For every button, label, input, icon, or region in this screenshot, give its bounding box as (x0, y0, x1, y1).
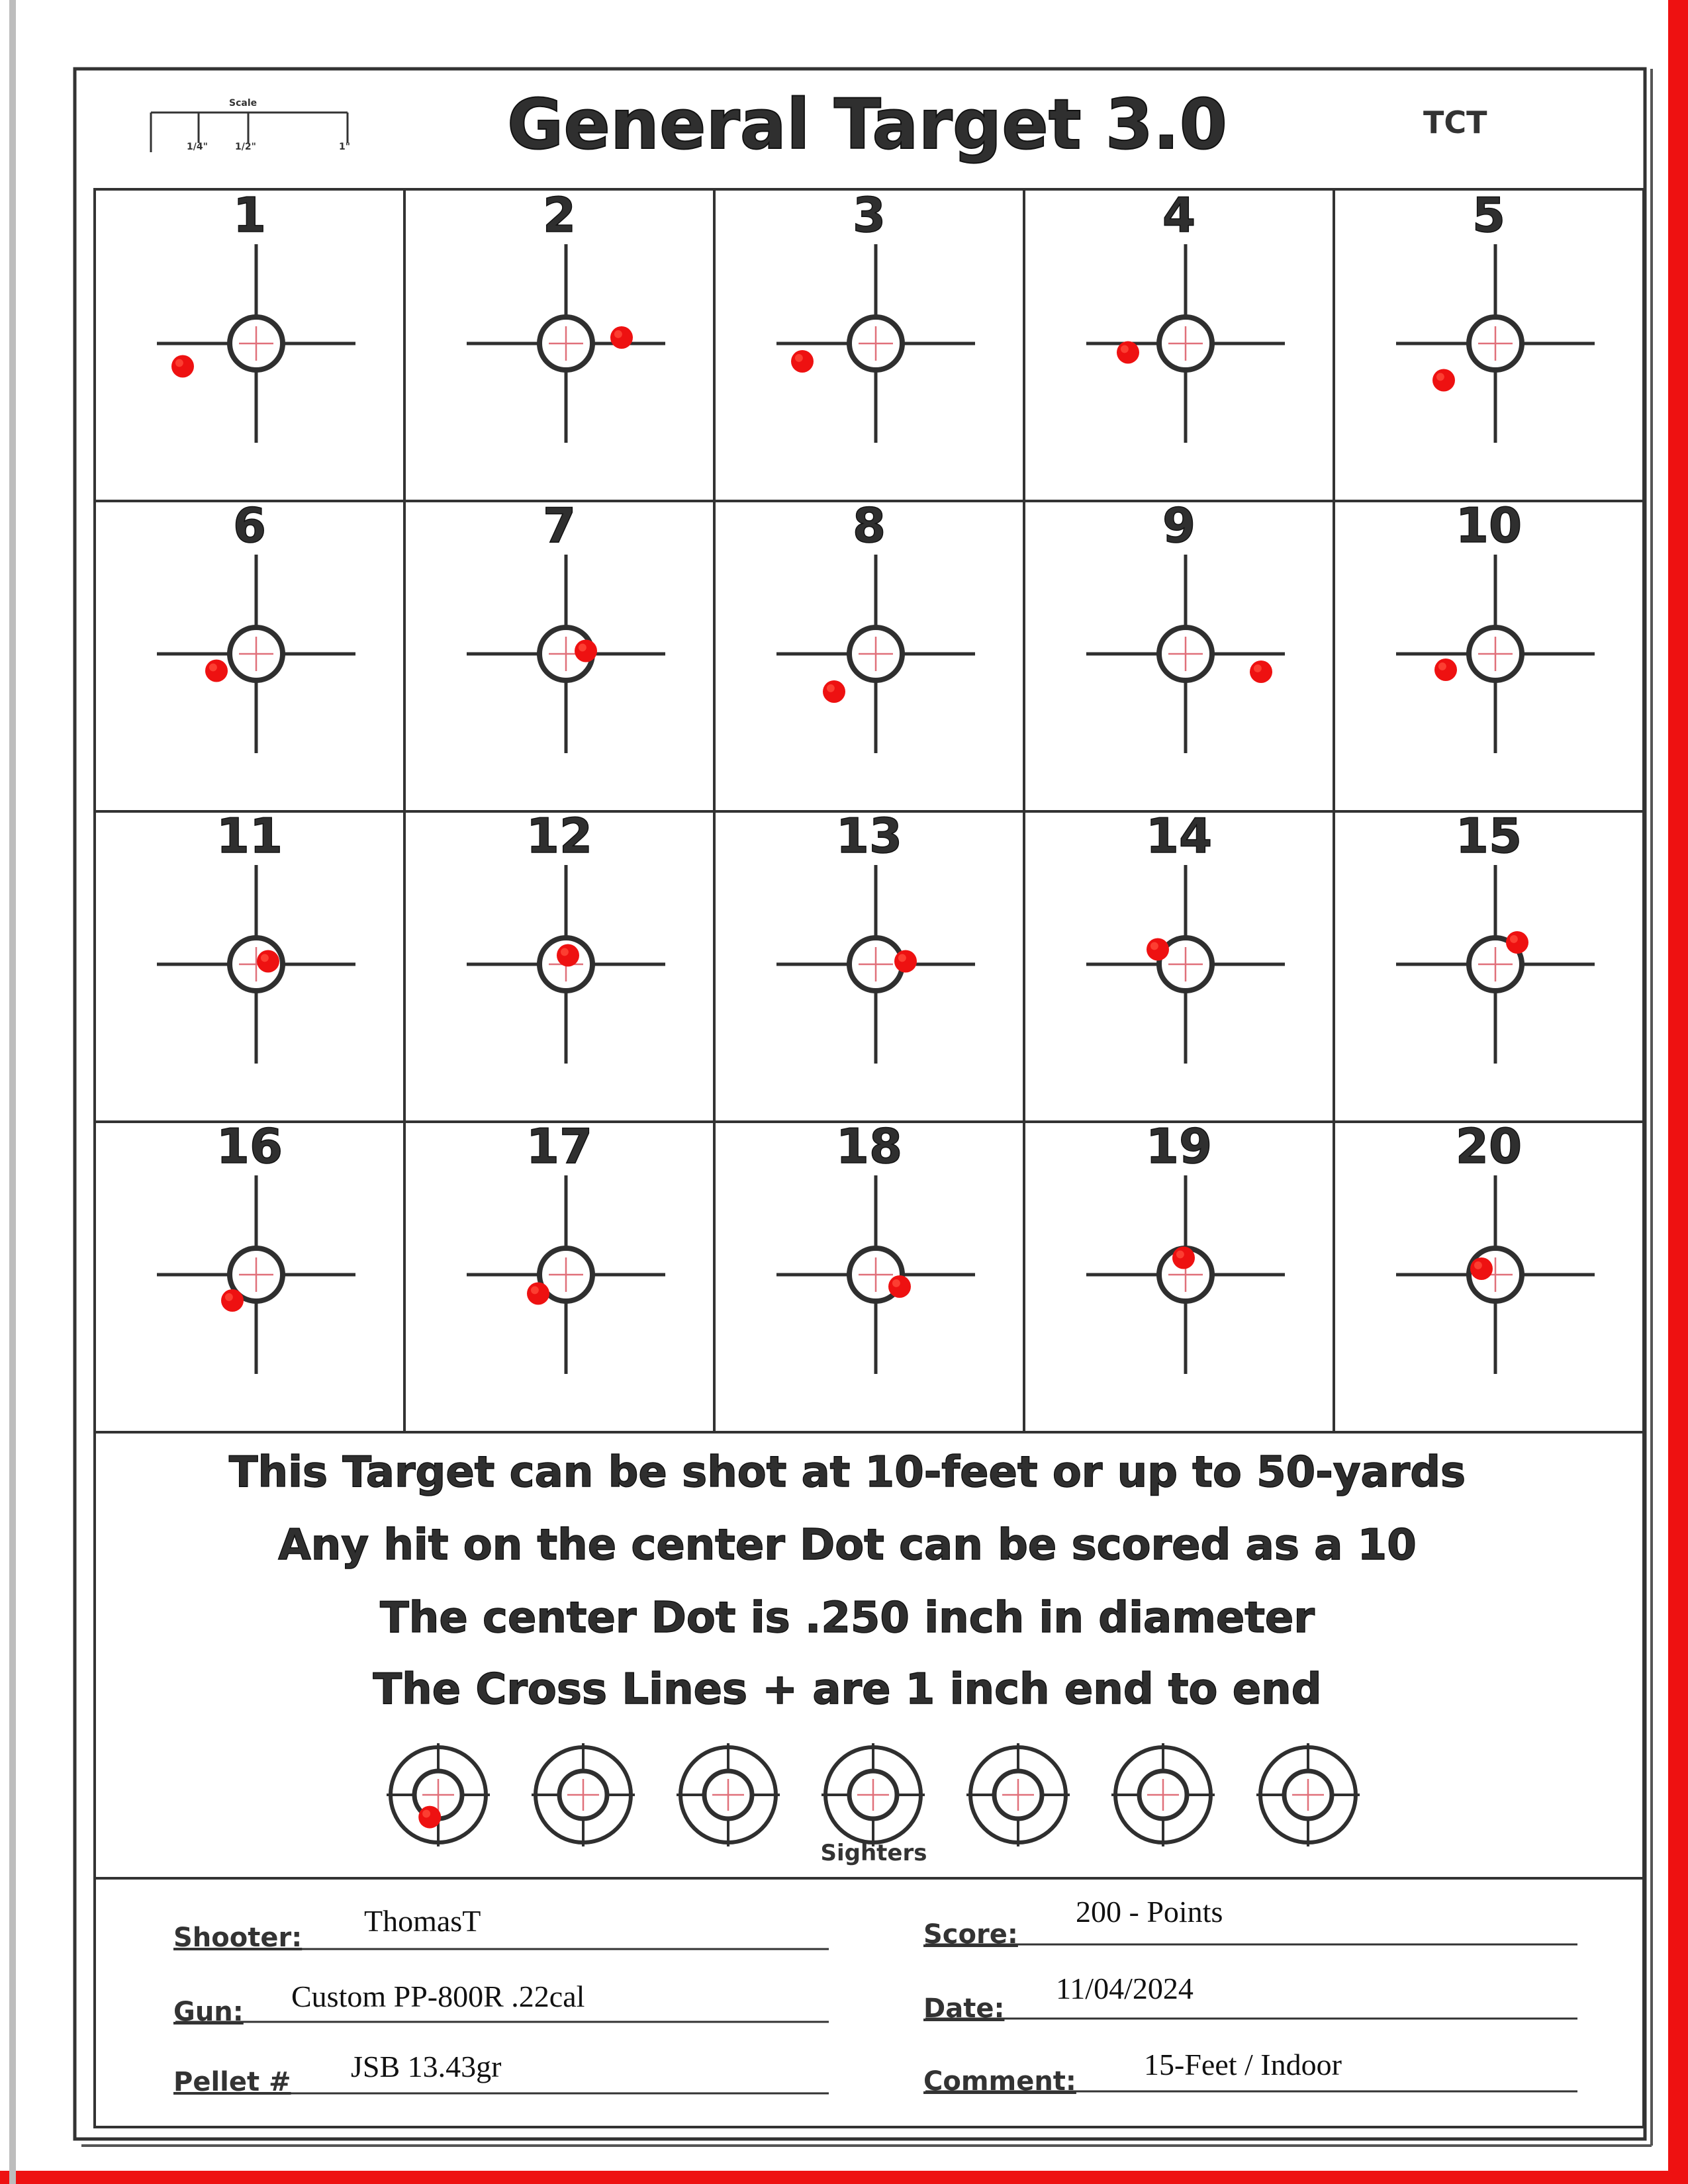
sighters-label: Sighters (820, 1840, 927, 1866)
scale-mark-inch: 1" (339, 142, 351, 152)
target-5-hit (1432, 369, 1455, 392)
target-7 (467, 555, 665, 753)
target-label-7: 7 (542, 498, 577, 553)
sighter-2 (532, 1743, 635, 1846)
target-3 (776, 244, 975, 443)
target-17-hit-highlight (531, 1286, 539, 1294)
target-label-19: 19 (1145, 1118, 1213, 1174)
target-16 (157, 1175, 355, 1374)
target-4 (1086, 244, 1285, 443)
target-label-15: 15 (1455, 808, 1523, 864)
date-label: Date: (923, 1993, 1005, 2024)
info-line-3: The center Dot is .250 inch in diameter (380, 1594, 1315, 1643)
score-value: 200 - Points (1076, 1895, 1223, 1929)
sighter-6 (1111, 1743, 1215, 1846)
target-13-hit (894, 950, 917, 973)
target-16-hit (221, 1289, 244, 1312)
target-label-14: 14 (1145, 808, 1213, 864)
tct-label: TCT (1423, 105, 1487, 140)
comment-label: Comment: (923, 2066, 1076, 2097)
target-11-hit-highlight (261, 954, 269, 962)
info-line-2: Any hit on the center Dot can be scored as a 10 (278, 1521, 1417, 1570)
target-label-13: 13 (835, 808, 903, 864)
target-10-hit-highlight (1438, 662, 1446, 670)
target-13 (776, 865, 975, 1064)
target-6-hit (205, 660, 228, 682)
target-1-hit-highlight (175, 359, 183, 367)
red-edge-bottom (0, 2171, 1688, 2184)
target-20-hit (1470, 1257, 1493, 1280)
sighter-3 (677, 1743, 780, 1846)
target-3-hit-highlight (795, 354, 803, 362)
target-19 (1086, 1175, 1285, 1374)
sighters-layer (387, 1743, 1360, 1846)
scale-mark-half: 1/2" (235, 142, 256, 152)
score-label: Score: (923, 1919, 1018, 1950)
target-14 (1086, 865, 1285, 1064)
target-12-hit (557, 944, 579, 967)
target-15-hit-highlight (1510, 935, 1518, 943)
target-4-hit (1117, 341, 1139, 364)
target-label-3: 3 (852, 187, 886, 243)
target-9-hit-highlight (1254, 664, 1262, 672)
target-17 (467, 1175, 665, 1374)
scan-edge-left (9, 0, 16, 2184)
target-18-hit-highlight (892, 1279, 900, 1287)
pellet-label: Pellet # (173, 2067, 291, 2097)
sighter-1-hit (418, 1806, 441, 1829)
target-5 (1396, 244, 1595, 443)
target-7-hit-highlight (579, 643, 586, 651)
target-6-hit-highlight (209, 663, 217, 671)
target-18 (776, 1175, 975, 1374)
info-line-1: This Target can be shot at 10-feet or up to 50-yards (228, 1448, 1466, 1497)
sighter-1 (387, 1743, 490, 1846)
target-label-17: 17 (526, 1118, 593, 1174)
target-label-11: 11 (216, 808, 283, 864)
target-8-hit (823, 680, 845, 703)
target-4-hit-highlight (1121, 345, 1129, 353)
target-8-hit-highlight (827, 684, 835, 692)
target-label-12: 12 (526, 808, 593, 864)
sighter-7 (1256, 1743, 1360, 1846)
target-15 (1396, 865, 1595, 1064)
target-2-hit-highlight (614, 330, 622, 338)
scale-title: Scale (229, 98, 258, 109)
target-2 (467, 244, 665, 443)
gun-value: Custom PP-800R .22cal (291, 1979, 585, 2013)
target-12-hit-highlight (561, 948, 569, 956)
target-8 (776, 555, 975, 753)
target-11 (157, 865, 355, 1064)
target-5-hit-highlight (1436, 373, 1444, 381)
target-label-10: 10 (1455, 498, 1523, 553)
scale-mark-quarter: 1/4" (187, 142, 208, 152)
shooter-value: ThomasT (364, 1904, 481, 1938)
target-3-hit (791, 350, 814, 373)
target-13-hit-highlight (898, 954, 906, 962)
target-6 (157, 555, 355, 753)
sighter-5 (966, 1743, 1070, 1846)
target-9-hit (1250, 660, 1272, 683)
pellet-value: JSB 13.43gr (351, 2050, 502, 2083)
target-1-hit (171, 355, 194, 378)
target-label-2: 2 (542, 187, 577, 243)
target-label-4: 4 (1162, 187, 1196, 243)
target-20-hit-highlight (1474, 1261, 1482, 1269)
sighter-1-hit-highlight (422, 1810, 430, 1818)
page-title: General Target 3.0 (507, 84, 1227, 165)
target-10-hit (1434, 659, 1457, 681)
target-17-hit (527, 1283, 549, 1305)
target-label-20: 20 (1455, 1118, 1523, 1174)
red-edge-right (1668, 0, 1688, 2184)
target-18-hit (888, 1275, 911, 1298)
target-16-hit-highlight (225, 1293, 233, 1301)
target-7-hit (575, 640, 597, 662)
target-label-9: 9 (1162, 498, 1196, 553)
target-2-hit (610, 326, 633, 349)
target-14-hit-highlight (1150, 942, 1158, 950)
target-19-hit (1172, 1247, 1195, 1269)
target-12 (467, 865, 665, 1064)
info-line-4: The Cross Lines + are 1 inch end to end (373, 1665, 1322, 1714)
target-label-5: 5 (1472, 187, 1506, 243)
target-19-hit-highlight (1176, 1250, 1184, 1258)
target-label-16: 16 (216, 1118, 283, 1174)
target-14-hit (1147, 938, 1169, 961)
target-label-1: 1 (232, 187, 267, 243)
target-10 (1396, 555, 1595, 753)
target-label-18: 18 (835, 1118, 903, 1174)
target-11-hit (257, 950, 279, 973)
target-15-hit (1506, 931, 1528, 954)
sighter-4 (821, 1743, 925, 1846)
target-9 (1086, 555, 1285, 753)
target-1 (157, 244, 355, 443)
target-label-6: 6 (232, 498, 267, 553)
target-label-8: 8 (852, 498, 886, 553)
comment-value: 15-Feet / Indoor (1144, 2048, 1342, 2081)
gun-label: Gun: (173, 1997, 244, 2027)
shooter-label: Shooter: (173, 1923, 303, 1953)
target-20 (1396, 1175, 1595, 1374)
date-value: 11/04/2024 (1056, 1972, 1194, 2005)
